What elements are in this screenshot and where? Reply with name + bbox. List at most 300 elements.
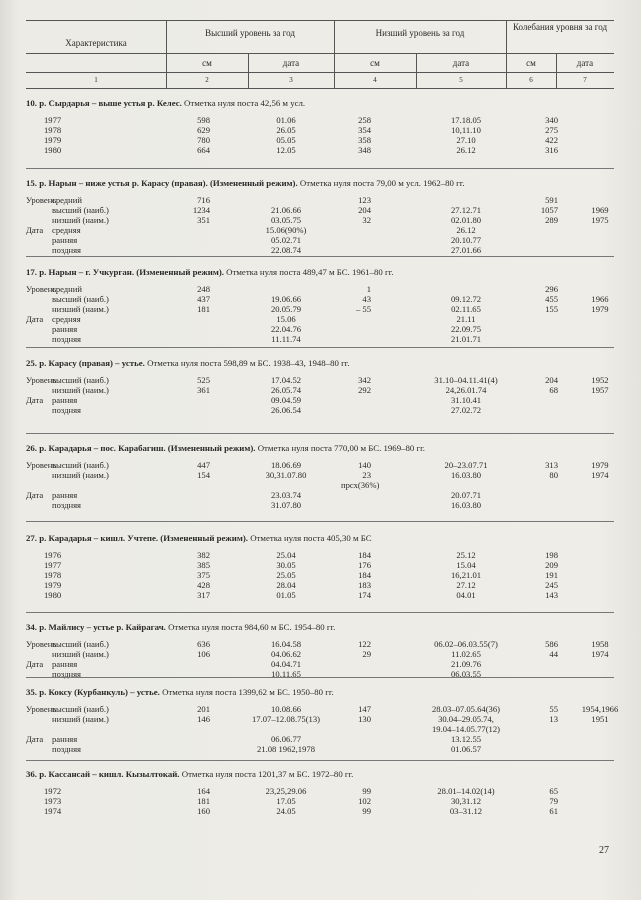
table-row	[26, 115, 614, 125]
station-number: 34.	[26, 622, 37, 632]
station-number: 17.	[26, 267, 37, 277]
table-cell: 1972	[44, 786, 62, 796]
table-cell: Дата	[26, 225, 44, 235]
table-cell: 10.11.65	[271, 669, 301, 679]
table-cell: 204	[358, 205, 371, 215]
table-cell: высший (наиб.)	[52, 639, 109, 649]
table-cell: 24.05	[276, 806, 296, 816]
table-cell: 05.05	[276, 135, 296, 145]
table-cell: 17.18.05	[450, 115, 482, 125]
station-section	[26, 533, 614, 623]
table-cell: 20.07.71	[450, 490, 482, 500]
table-cell: 122	[358, 639, 371, 649]
table-cell: 258	[358, 115, 371, 125]
table-cell: 02.11.65	[451, 304, 481, 314]
table-cell: ранняя	[52, 659, 78, 669]
table-cell: 375	[197, 570, 210, 580]
table-row	[26, 649, 614, 659]
station-name: р. Карадарья – кишл. Учтепе. (Измененный режим).	[39, 533, 248, 543]
table-cell: 24,26.01.74	[445, 385, 487, 395]
station-number: 26.	[26, 443, 37, 453]
table-cell: 181	[197, 304, 210, 314]
table-cell: 348	[358, 145, 371, 155]
table-cell: 1978	[44, 125, 62, 135]
table-cell: Уровень	[26, 639, 57, 649]
table-cell: 385	[197, 560, 210, 570]
station-section	[26, 769, 614, 859]
table-cell: Уровень	[26, 704, 57, 714]
table-cell: низший (наим.)	[52, 385, 109, 395]
table-cell: 351	[197, 215, 210, 225]
table-cell: 04.01	[456, 590, 476, 600]
table-cell: 15.04	[456, 560, 476, 570]
table-cell: 174	[358, 590, 371, 600]
table-cell: 26.05.74	[270, 385, 302, 395]
table-cell: 130	[358, 714, 371, 724]
header-col-num: 7	[583, 76, 587, 84]
table-row	[26, 294, 614, 304]
table-cell: 21.09.76	[450, 659, 482, 669]
table-cell: 358	[358, 135, 371, 145]
table-cell: ранняя	[52, 395, 78, 405]
station-number: 25.	[26, 358, 37, 368]
table-cell: 198	[545, 550, 558, 560]
table-cell: 21.11	[456, 314, 476, 324]
table-cell: низший (наим.)	[52, 215, 109, 225]
table-cell: 03–31.12	[449, 806, 483, 816]
table-cell: 1952	[591, 375, 609, 385]
table-cell: 13	[549, 714, 558, 724]
table-cell: 04.04.71	[270, 659, 302, 669]
table-cell: 1980	[44, 145, 62, 155]
table-cell: 17.04.52	[270, 375, 302, 385]
table-row	[26, 744, 614, 754]
station-number: 15.	[26, 178, 37, 188]
table-cell: 22.04.76	[270, 324, 302, 334]
station-title	[26, 687, 334, 697]
station-title	[26, 533, 372, 543]
table-cell: поздняя	[52, 669, 82, 679]
table-cell: 30,31.07.80	[265, 470, 307, 480]
table-cell: 342	[358, 375, 371, 385]
table-cell: высший (наиб.)	[52, 205, 109, 215]
table-row	[26, 195, 614, 205]
table-cell: 32	[362, 215, 371, 225]
table-cell: 27.12.71	[450, 205, 482, 215]
table-cell: 10.08.66	[270, 704, 302, 714]
table-cell: 586	[545, 639, 558, 649]
header-sub-date: дата	[452, 58, 470, 68]
table-header	[26, 20, 614, 90]
table-cell: 636	[197, 639, 210, 649]
table-cell: поздняя	[52, 334, 82, 344]
table-cell: 629	[197, 125, 210, 135]
station-title	[26, 358, 350, 368]
table-cell: 437	[197, 294, 210, 304]
table-cell: 20–23.07.71	[444, 460, 488, 470]
table-cell: 292	[358, 385, 371, 395]
table-row	[26, 580, 614, 590]
table-cell: Дата	[26, 395, 44, 405]
table-cell: 01.05	[276, 590, 296, 600]
table-cell: 21.01.71	[450, 334, 482, 344]
header-col-num: 2	[205, 76, 209, 84]
station-number: 27.	[26, 533, 37, 543]
section-divider	[26, 433, 614, 434]
table-cell: 316	[545, 145, 558, 155]
table-cell: высший (наиб.)	[52, 704, 109, 714]
station-title	[26, 267, 393, 277]
table-cell: 17.05	[276, 796, 296, 806]
table-row	[26, 550, 614, 560]
table-cell: высший (наиб.)	[52, 294, 109, 304]
table-row	[26, 570, 614, 580]
table-cell: 02.01.80	[450, 215, 482, 225]
table-cell: 19.06.66	[270, 294, 302, 304]
table-cell: 68	[549, 385, 558, 395]
table-row	[26, 375, 614, 385]
table-cell: 275	[545, 125, 558, 135]
table-cell: средняя	[52, 314, 81, 324]
table-row	[26, 714, 614, 724]
station-datum: Отметка нуля поста 984,60 м БС. 1954–80 гг.	[168, 622, 336, 632]
table-cell: 382	[197, 550, 210, 560]
table-cell: 248	[197, 284, 210, 294]
table-cell: 79	[549, 796, 558, 806]
table-row	[26, 145, 614, 155]
table-cell: 22.09.75	[450, 324, 482, 334]
table-cell: 176	[358, 560, 371, 570]
table-cell: – 55	[355, 304, 371, 314]
table-cell: 25.05	[276, 570, 296, 580]
table-cell: низший (наим.)	[52, 304, 109, 314]
header-amplitude: Колебания уровня за год	[512, 22, 608, 32]
table-cell: 03.05.75	[270, 215, 302, 225]
table-cell: 55	[549, 704, 558, 714]
table-cell: 1966	[591, 294, 609, 304]
table-cell: средняя	[52, 225, 81, 235]
table-cell: 1974	[591, 470, 609, 480]
table-cell: 780	[197, 135, 210, 145]
table-cell: 21.06.66	[270, 205, 302, 215]
station-number: 36.	[26, 769, 37, 779]
table-cell: 30,31.12	[450, 796, 482, 806]
header-sub-cm: см	[202, 58, 212, 68]
table-row	[26, 125, 614, 135]
table-cell: 525	[197, 375, 210, 385]
table-cell: 25.04	[276, 550, 296, 560]
table-cell: 99	[362, 786, 371, 796]
table-cell: 102	[358, 796, 371, 806]
table-cell: 05.02.71	[270, 235, 302, 245]
table-cell: 18.06.69	[270, 460, 302, 470]
table-cell: 22.08.74	[270, 245, 302, 255]
table-cell: низший (наим.)	[52, 470, 109, 480]
table-cell: 160	[197, 806, 210, 816]
table-cell: 147	[358, 704, 371, 714]
table-cell: 143	[545, 590, 558, 600]
table-cell: 598	[197, 115, 210, 125]
station-number: 10.	[26, 98, 37, 108]
table-cell: 1979	[591, 304, 609, 314]
station-datum: Отметка нуля поста 79,00 м усл. 1962–80 гг.	[299, 178, 465, 188]
table-cell: 04.06.62	[270, 649, 302, 659]
table-cell: 340	[545, 115, 558, 125]
table-cell: 99	[362, 806, 371, 816]
table-cell: 30.05	[276, 560, 296, 570]
table-cell: низший (наим.)	[52, 714, 109, 724]
table-cell: 15.06	[276, 314, 296, 324]
table-cell: Дата	[26, 490, 44, 500]
table-cell: 1234	[192, 205, 210, 215]
table-cell: 23	[362, 470, 371, 480]
table-cell: 1977	[44, 560, 62, 570]
table-cell: 06.06.77	[270, 734, 302, 744]
table-row	[26, 135, 614, 145]
station-name: р. Коксу (Курбанкуль) – устье.	[39, 687, 160, 697]
table-cell: 16.03.80	[450, 470, 482, 480]
table-cell: 1057	[540, 205, 558, 215]
table-cell: 26.05	[276, 125, 296, 135]
table-cell: 1979	[44, 580, 62, 590]
table-cell: 12.05	[276, 145, 296, 155]
table-row	[26, 245, 614, 255]
page-number: 27	[599, 845, 609, 856]
station-name: р. Карасу (правая) – устье.	[39, 358, 145, 368]
table-cell: 1979	[44, 135, 62, 145]
table-cell: 664	[197, 145, 210, 155]
table-cell: 1978	[44, 570, 62, 580]
table-row	[26, 500, 614, 510]
station-number: 35.	[26, 687, 37, 697]
header-sub-cm: см	[526, 58, 536, 68]
table-cell: 09.12.72	[450, 294, 482, 304]
table-row	[26, 480, 614, 490]
table-cell: 455	[545, 294, 558, 304]
table-cell: 1974	[44, 806, 62, 816]
station-section	[26, 443, 614, 533]
table-cell: 27.12	[456, 580, 476, 590]
table-cell: высший (наиб.)	[52, 375, 109, 385]
table-cell: 140	[358, 460, 371, 470]
table-row	[26, 786, 614, 796]
table-cell: Уровень	[26, 375, 57, 385]
table-cell: 23.03.74	[270, 490, 302, 500]
station-datum: Отметка нуля поста 1399,62 м БС. 1950–80 гг.	[162, 687, 334, 697]
table-cell: 27.10	[456, 135, 476, 145]
table-cell: 06.02–06.03.55(7)	[434, 639, 498, 649]
table-cell: ранняя	[52, 235, 78, 245]
station-datum: Отметка нуля поста 770,00 м БС. 1969–80 гг.	[257, 443, 425, 453]
table-cell: Дата	[26, 659, 44, 669]
header-sub-date: дата	[282, 58, 300, 68]
header-col-num: 4	[373, 76, 377, 84]
table-cell: 181	[197, 796, 210, 806]
table-cell: высший (наиб.)	[52, 460, 109, 470]
station-section	[26, 687, 619, 777]
table-row	[26, 395, 614, 405]
section-divider	[26, 347, 614, 348]
table-cell: 123	[358, 195, 371, 205]
table-cell: 296	[545, 284, 558, 294]
table-cell: 716	[197, 195, 210, 205]
table-cell: 20.10.77	[450, 235, 482, 245]
table-cell: 313	[545, 460, 558, 470]
table-row	[26, 796, 614, 806]
table-cell: 09.04.59	[270, 395, 302, 405]
station-title	[26, 622, 335, 632]
table-cell: 1976	[44, 550, 62, 560]
table-cell: средний	[52, 195, 82, 205]
station-title	[26, 98, 305, 108]
table-cell: 26.06.54	[270, 405, 302, 415]
table-cell: 201	[197, 704, 210, 714]
table-cell: 01.06	[276, 115, 296, 125]
table-row	[26, 304, 614, 314]
station-name: р. Нарын – г. Учкурган. (Измененный режим).	[39, 267, 224, 277]
table-cell: 183	[358, 580, 371, 590]
table-cell: 317	[197, 590, 210, 600]
table-cell: 17.07–12.08.75(13)	[251, 714, 321, 724]
table-cell: 1977	[44, 115, 62, 125]
table-cell: 447	[197, 460, 210, 470]
table-row	[26, 490, 614, 500]
station-title	[26, 443, 425, 453]
section-divider	[26, 256, 614, 257]
table-cell: 361	[197, 385, 210, 395]
table-cell: 591	[545, 195, 558, 205]
station-datum: Отметка нуля поста 598,89 м БС. 1938–43, 1948–80 гг.	[147, 358, 350, 368]
table-cell: 28.01–14.02(14)	[437, 786, 495, 796]
table-cell: 28.04	[276, 580, 296, 590]
table-cell: 1958	[591, 639, 609, 649]
table-row	[26, 215, 614, 225]
table-cell: 154	[197, 470, 210, 480]
table-cell: 1974	[591, 649, 609, 659]
header-col-num: 5	[459, 76, 463, 84]
table-cell: 43	[362, 294, 371, 304]
station-title	[26, 178, 465, 188]
table-cell: 27.02.72	[450, 405, 482, 415]
table-cell: Уровень	[26, 460, 57, 470]
table-cell: 10,11.10	[451, 125, 481, 135]
table-row	[26, 460, 614, 470]
section-divider	[26, 760, 614, 761]
table-cell: 16.03.80	[450, 500, 482, 510]
table-cell: средний	[52, 284, 82, 294]
table-row	[26, 385, 614, 395]
table-cell: 11.11.74	[271, 334, 301, 344]
table-cell: 28.03–07.05.64(36)	[431, 704, 501, 714]
header-characteristic: Характеристика	[65, 38, 127, 48]
table-row	[26, 704, 619, 714]
station-name: р. Майлису – устье р. Кайрагач.	[39, 622, 166, 632]
table-cell: 44	[549, 649, 558, 659]
table-cell: 146	[197, 714, 210, 724]
table-cell: 1973	[44, 796, 62, 806]
table-cell: 11.02.65	[451, 649, 481, 659]
table-row	[26, 560, 614, 570]
table-row	[26, 470, 614, 480]
station-datum: Отметка нуля поста 42,56 м усл.	[184, 98, 306, 108]
table-cell: 422	[545, 135, 558, 145]
table-row	[26, 639, 614, 649]
table-cell: 1954,1966	[581, 704, 619, 714]
table-cell: 26.12	[456, 145, 476, 155]
station-section	[26, 178, 614, 268]
section-divider	[26, 612, 614, 613]
table-row	[26, 659, 614, 669]
table-cell: 19.04–14.05.77(12)	[431, 724, 501, 734]
station-name: р. Нарын – ниже устья р. Карасу (правая). (Измененный режим).	[39, 178, 298, 188]
table-cell: Дата	[26, 734, 44, 744]
table-cell: прсх(36%)	[341, 480, 380, 490]
table-cell: 164	[197, 786, 210, 796]
table-row	[26, 405, 614, 415]
table-row	[26, 235, 614, 245]
table-cell: поздняя	[52, 500, 82, 510]
table-cell: 65	[549, 786, 558, 796]
table-cell: Дата	[26, 314, 44, 324]
table-cell: поздняя	[52, 245, 82, 255]
table-cell: 30.04–29.05.74,	[438, 714, 494, 724]
table-cell: 06.03.55	[450, 669, 482, 679]
station-section	[26, 98, 614, 188]
header-min-level: Низший уровень за год	[375, 28, 465, 38]
table-cell: 21.08 1962,1978	[256, 744, 315, 754]
table-cell: 16,21.01	[450, 570, 482, 580]
table-cell: 184	[358, 570, 371, 580]
header-col-num: 3	[289, 76, 293, 84]
table-row	[26, 724, 614, 734]
table-cell: 29	[362, 649, 371, 659]
station-datum: Отметка нуля поста 1201,37 м БС. 1972–80 гг.	[181, 769, 354, 779]
table-cell: 428	[197, 580, 210, 590]
table-cell: 191	[545, 570, 558, 580]
table-cell: 15.06(90%)	[265, 225, 307, 235]
station-name: р. Кассансай – кишл. Кызылтокай.	[39, 769, 180, 779]
table-row	[26, 284, 614, 294]
table-cell: 1	[366, 284, 371, 294]
station-section	[26, 267, 614, 357]
table-cell: 61	[549, 806, 558, 816]
table-cell: 23,25,29.06	[265, 786, 307, 796]
table-cell: 155	[545, 304, 558, 314]
table-cell: 31.10–04.11.41(4)	[434, 375, 498, 385]
header-col-num: 6	[529, 76, 533, 84]
table-cell: ранняя	[52, 324, 78, 334]
table-cell: 13.12.55	[450, 734, 482, 744]
table-cell: 20.05.79	[270, 304, 302, 314]
table-cell: 1969	[591, 205, 609, 215]
station-title	[26, 769, 353, 779]
table-cell: 1980	[44, 590, 62, 600]
station-datum: Отметка нуля поста 489,47 м БС. 1961–80 гг.	[226, 267, 394, 277]
header-sub-date: дата	[576, 58, 594, 68]
table-cell: 1979	[591, 460, 609, 470]
table-cell: 209	[545, 560, 558, 570]
table-cell: 354	[358, 125, 371, 135]
table-cell: ранняя	[52, 490, 78, 500]
table-cell: поздняя	[52, 744, 82, 754]
table-row	[26, 314, 614, 324]
table-cell: 1957	[591, 385, 609, 395]
table-cell: 1951	[591, 714, 609, 724]
table-cell: 204	[545, 375, 558, 385]
station-name: р. Карадарья – пос. Карабагиш. (Измененный режим).	[39, 443, 256, 453]
section-divider	[26, 521, 614, 522]
header-sub-cm: см	[370, 58, 380, 68]
